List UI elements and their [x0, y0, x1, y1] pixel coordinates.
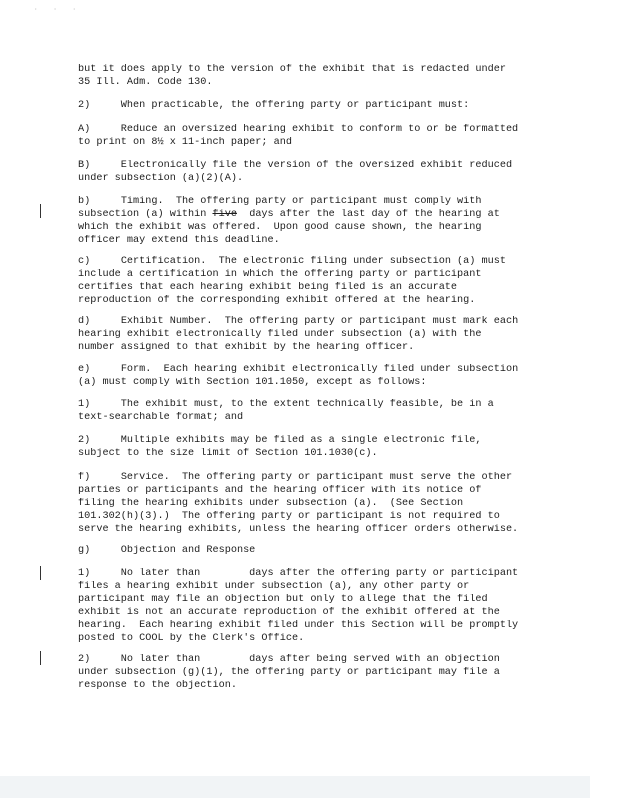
text-line: response to the objection.: [78, 680, 237, 691]
text-line: 101.302(h)(3).) The offering party or participant is not required to: [78, 511, 500, 522]
text-line: exhibit is not an accurate reproduction of the exhibit offered at the: [78, 607, 500, 618]
text-line: to print on 8½ x 11-inch paper; and: [78, 137, 292, 148]
text-line: (a) must comply with Section 101.1050, except as follows:: [78, 377, 427, 388]
paragraph-c-line: [78, 256, 548, 268]
text-line: 2) When practicable, the offering party or participant must:: [78, 100, 470, 111]
text-line: number assigned to that exhibit by the hearing officer.: [78, 342, 415, 353]
paragraph-e-line: [78, 364, 548, 376]
paragraph-b-line: [78, 209, 548, 221]
text-line: posted to COOL by the Clerk's Office.: [78, 633, 305, 644]
form-text: Form. Each hearing exhibit electronically filed under subsection: [120, 364, 519, 375]
label-b: b): [78, 196, 91, 207]
text-line: files a hearing exhibit under subsection (a), any other party or: [78, 581, 470, 592]
footer-band: [0, 776, 590, 798]
text-part: subsection (a) within: [78, 209, 213, 220]
exhibit-number-text: Exhibit Number. The offering party or participant must mark each: [120, 316, 519, 327]
paragraph-f-line: [78, 472, 548, 484]
text-line: hearing exhibit electronically filed under subsection (a) with the: [78, 329, 482, 340]
text-line: under subsection (a)(2)(A).: [78, 173, 244, 184]
text-line: certifies that each hearing exhibit being filed is an accurate: [78, 282, 458, 293]
text-line: under subsection (g)(1), the offering party or participant may file a: [78, 667, 500, 678]
paragraph-d-line: [78, 316, 548, 328]
text-line: filing the hearing exhibits under subsection (a). (See Section: [78, 498, 464, 509]
text-line: hearing. Each hearing exhibit filed under this Section will be promptly: [78, 620, 519, 631]
service-text: Service. The offering party or participant must serve the other: [120, 472, 513, 483]
text-line: 1) The exhibit must, to the extent technically feasible, be in a: [78, 399, 494, 410]
text-line: text-searchable format; and: [78, 412, 244, 423]
text-line: reproduction of the corresponding exhibit offered at the hearing.: [78, 295, 476, 306]
label-f: f): [78, 472, 91, 483]
text-line: participant may file an objection but only to allege that the filed: [78, 594, 488, 605]
label-c: c): [78, 256, 91, 267]
timing-text: Timing. The offering party or participant must comply with: [120, 196, 482, 207]
text-line: officer may extend this deadline.: [78, 235, 280, 246]
text-line: which the exhibit was offered. Upon good cause shown, the hearing: [78, 222, 482, 233]
label-e: e): [78, 364, 91, 375]
text-part: days after the last day of the hearing at: [249, 209, 500, 220]
text-line: 2) Multiple exhibits may be filed as a single electronic file,: [78, 435, 482, 446]
corner-mark: · · ·: [34, 6, 83, 13]
text-line: serve the hearing exhibits, unless the hearing officer orders otherwise.: [78, 524, 519, 535]
text-line: A) Reduce an oversized hearing exhibit to conform to or be formatted: [78, 124, 519, 135]
text-line: include a certification in which the offering party or participant: [78, 269, 482, 280]
change-bar: [40, 566, 41, 580]
text-line: g) Objection and Response: [78, 545, 256, 556]
struck-word: five: [212, 209, 237, 220]
label-d: d): [78, 316, 91, 327]
text-line: but it does apply to the version of the exhibit that is redacted under: [78, 64, 506, 75]
text-line: subject to the size limit of Section 101.1030(c).: [78, 448, 378, 459]
change-bar: [40, 204, 41, 218]
paragraph-b-line: [78, 196, 548, 208]
text-line: 1) No later than days after the offering party or participant: [78, 568, 519, 579]
text-line: 2) No later than days after being served with an objection: [78, 654, 500, 665]
text-line: 35 Ill. Adm. Code 130.: [78, 77, 213, 88]
change-bar: [40, 651, 41, 665]
text-line: B) Electronically file the version of the oversized exhibit reduced: [78, 160, 513, 171]
text-line: parties or participants and the hearing officer with its notice of: [78, 485, 482, 496]
certification-text: Certification. The electronic filing under subsection (a) must: [120, 256, 506, 267]
